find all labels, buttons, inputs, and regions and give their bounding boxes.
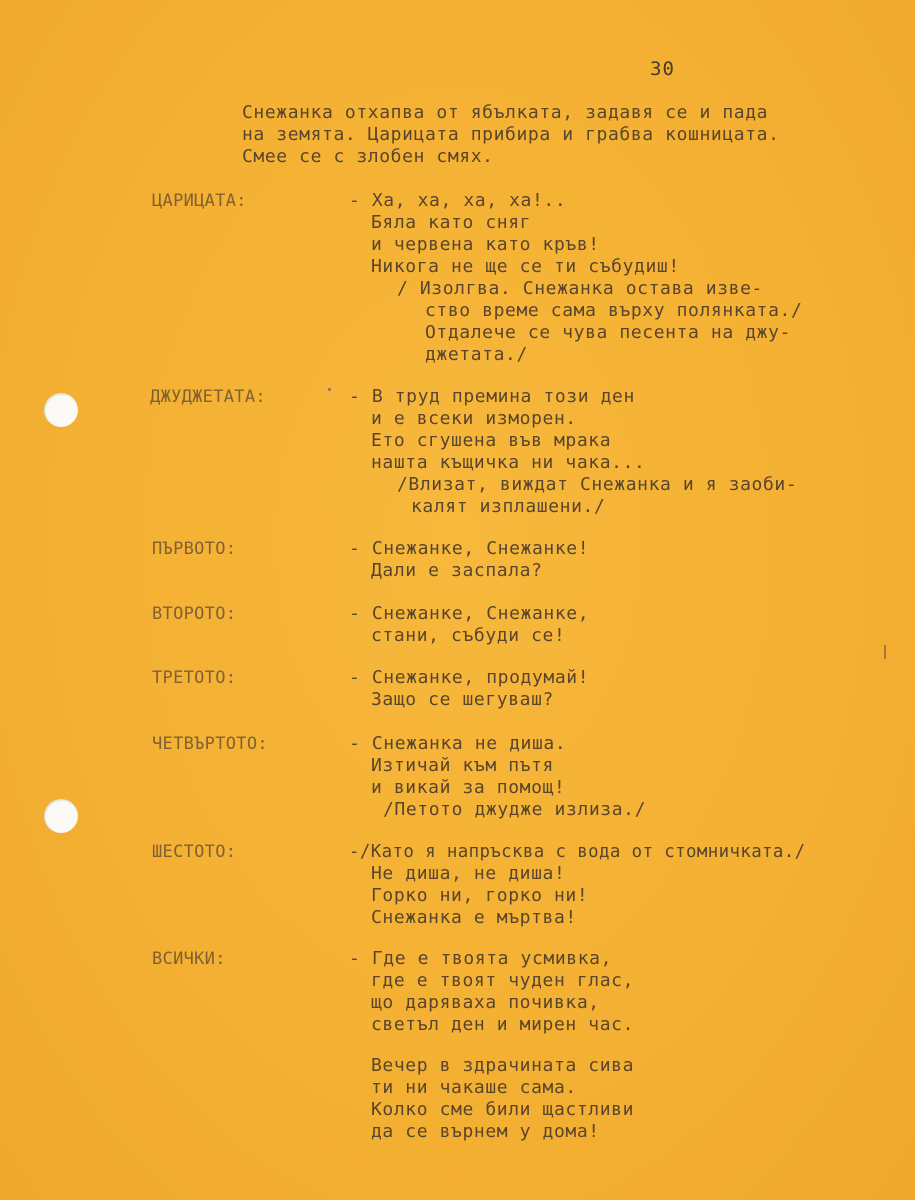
dialogue-line: и червена като кръв!	[371, 234, 600, 255]
stage-direction-line: /Влизат, виждат Снежанка и я заоби-	[397, 474, 798, 495]
page-number: 30	[650, 58, 675, 80]
speaker-label: ШЕСТОТО:	[152, 842, 237, 862]
dialogue-line: нашта къщичка ни чака...	[371, 452, 646, 473]
dialogue-line: - В труд премина този ден	[349, 386, 635, 407]
speaker-label: ЧЕТВЪРТОТО:	[152, 734, 268, 754]
song-line: що даряваха почивка,	[371, 992, 600, 1013]
dialogue-line: стани, събуди се!	[371, 625, 566, 646]
song-line: светъл ден и мирен час.	[371, 1014, 635, 1035]
speaker-label: ПЪРВОТО:	[152, 539, 237, 559]
stage-direction-line: Отдалече се чува песента на джу-	[425, 322, 791, 343]
song-line: ти ни чакаше сама.	[371, 1077, 577, 1098]
dialogue-line: Никога не ще се ти събудиш!	[371, 256, 680, 277]
speaker-label: ДЖУДЖЕТАТА:	[150, 387, 266, 407]
dialogue-line: Защо се шегуваш?	[371, 689, 554, 710]
punch-hole	[44, 799, 78, 833]
speaker-label: ЦАРИЦАТА:	[152, 191, 247, 211]
ink-speck	[328, 388, 331, 391]
dialogue-line: - Снежанке, Снежанке,	[349, 603, 590, 624]
stage-direction-line: на земята. Царицата прибира и грабва кошницата.	[242, 124, 780, 145]
dialogue-line: и е всеки изморен.	[371, 408, 577, 429]
dialogue-line: - Снежанка не диша.	[349, 733, 567, 754]
dialogue-line: Не диша, не диша!	[371, 863, 566, 884]
stage-direction-line: -/Като я напръсква с вода от стомничката./	[349, 842, 806, 862]
stage-direction-line: / Изолгва. Снежанка остава изве-	[397, 278, 763, 299]
punch-hole	[44, 393, 78, 427]
stage-direction-line: Смее се с злобен смях.	[242, 146, 494, 167]
speaker-label: ВТОРОТО:	[152, 604, 237, 624]
song-line: - Где е твоята усмивка,	[349, 948, 613, 969]
song-line: да се върнем у дома!	[371, 1121, 600, 1142]
dialogue-line: Ето сгушена във мрака	[371, 430, 612, 451]
speaker-label: ТРЕТОТО:	[152, 668, 237, 688]
dialogue-line: и викай за помощ!	[371, 777, 566, 798]
dialogue-line: Бяла като сняг	[371, 212, 532, 233]
stage-direction-line: калят изплашени./	[411, 496, 606, 517]
dialogue-line: - Снежанке, Снежанке!	[349, 538, 590, 559]
stage-direction-line: /Петото джудже излиза./	[383, 799, 647, 820]
dialogue-line: Дали е заспала?	[371, 560, 543, 581]
dialogue-line: - Ха, ха, ха, ха!..	[349, 190, 567, 211]
stage-direction-line: джетата./	[425, 344, 528, 365]
song-line: Колко сме били щастливи	[371, 1099, 635, 1120]
stage-direction-line: Снежанка отхапва от ябълката, задавя се и пада	[242, 102, 769, 123]
dialogue-line: Изтичай към пътя	[371, 755, 554, 776]
stage-direction-line: ство време сама върху полянката./	[425, 300, 803, 321]
dialogue-line: Горко ни, горко ни!	[371, 885, 589, 906]
dialogue-line: - Снежанке, продумай!	[349, 667, 590, 688]
song-line: Вечер в здрачината сива	[371, 1055, 635, 1076]
song-line: где е твоят чуден глас,	[371, 970, 635, 991]
dialogue-line: Снежанка е мъртва!	[371, 907, 577, 928]
speaker-label: ВСИЧКИ:	[152, 949, 226, 969]
edge-mark	[884, 645, 886, 659]
